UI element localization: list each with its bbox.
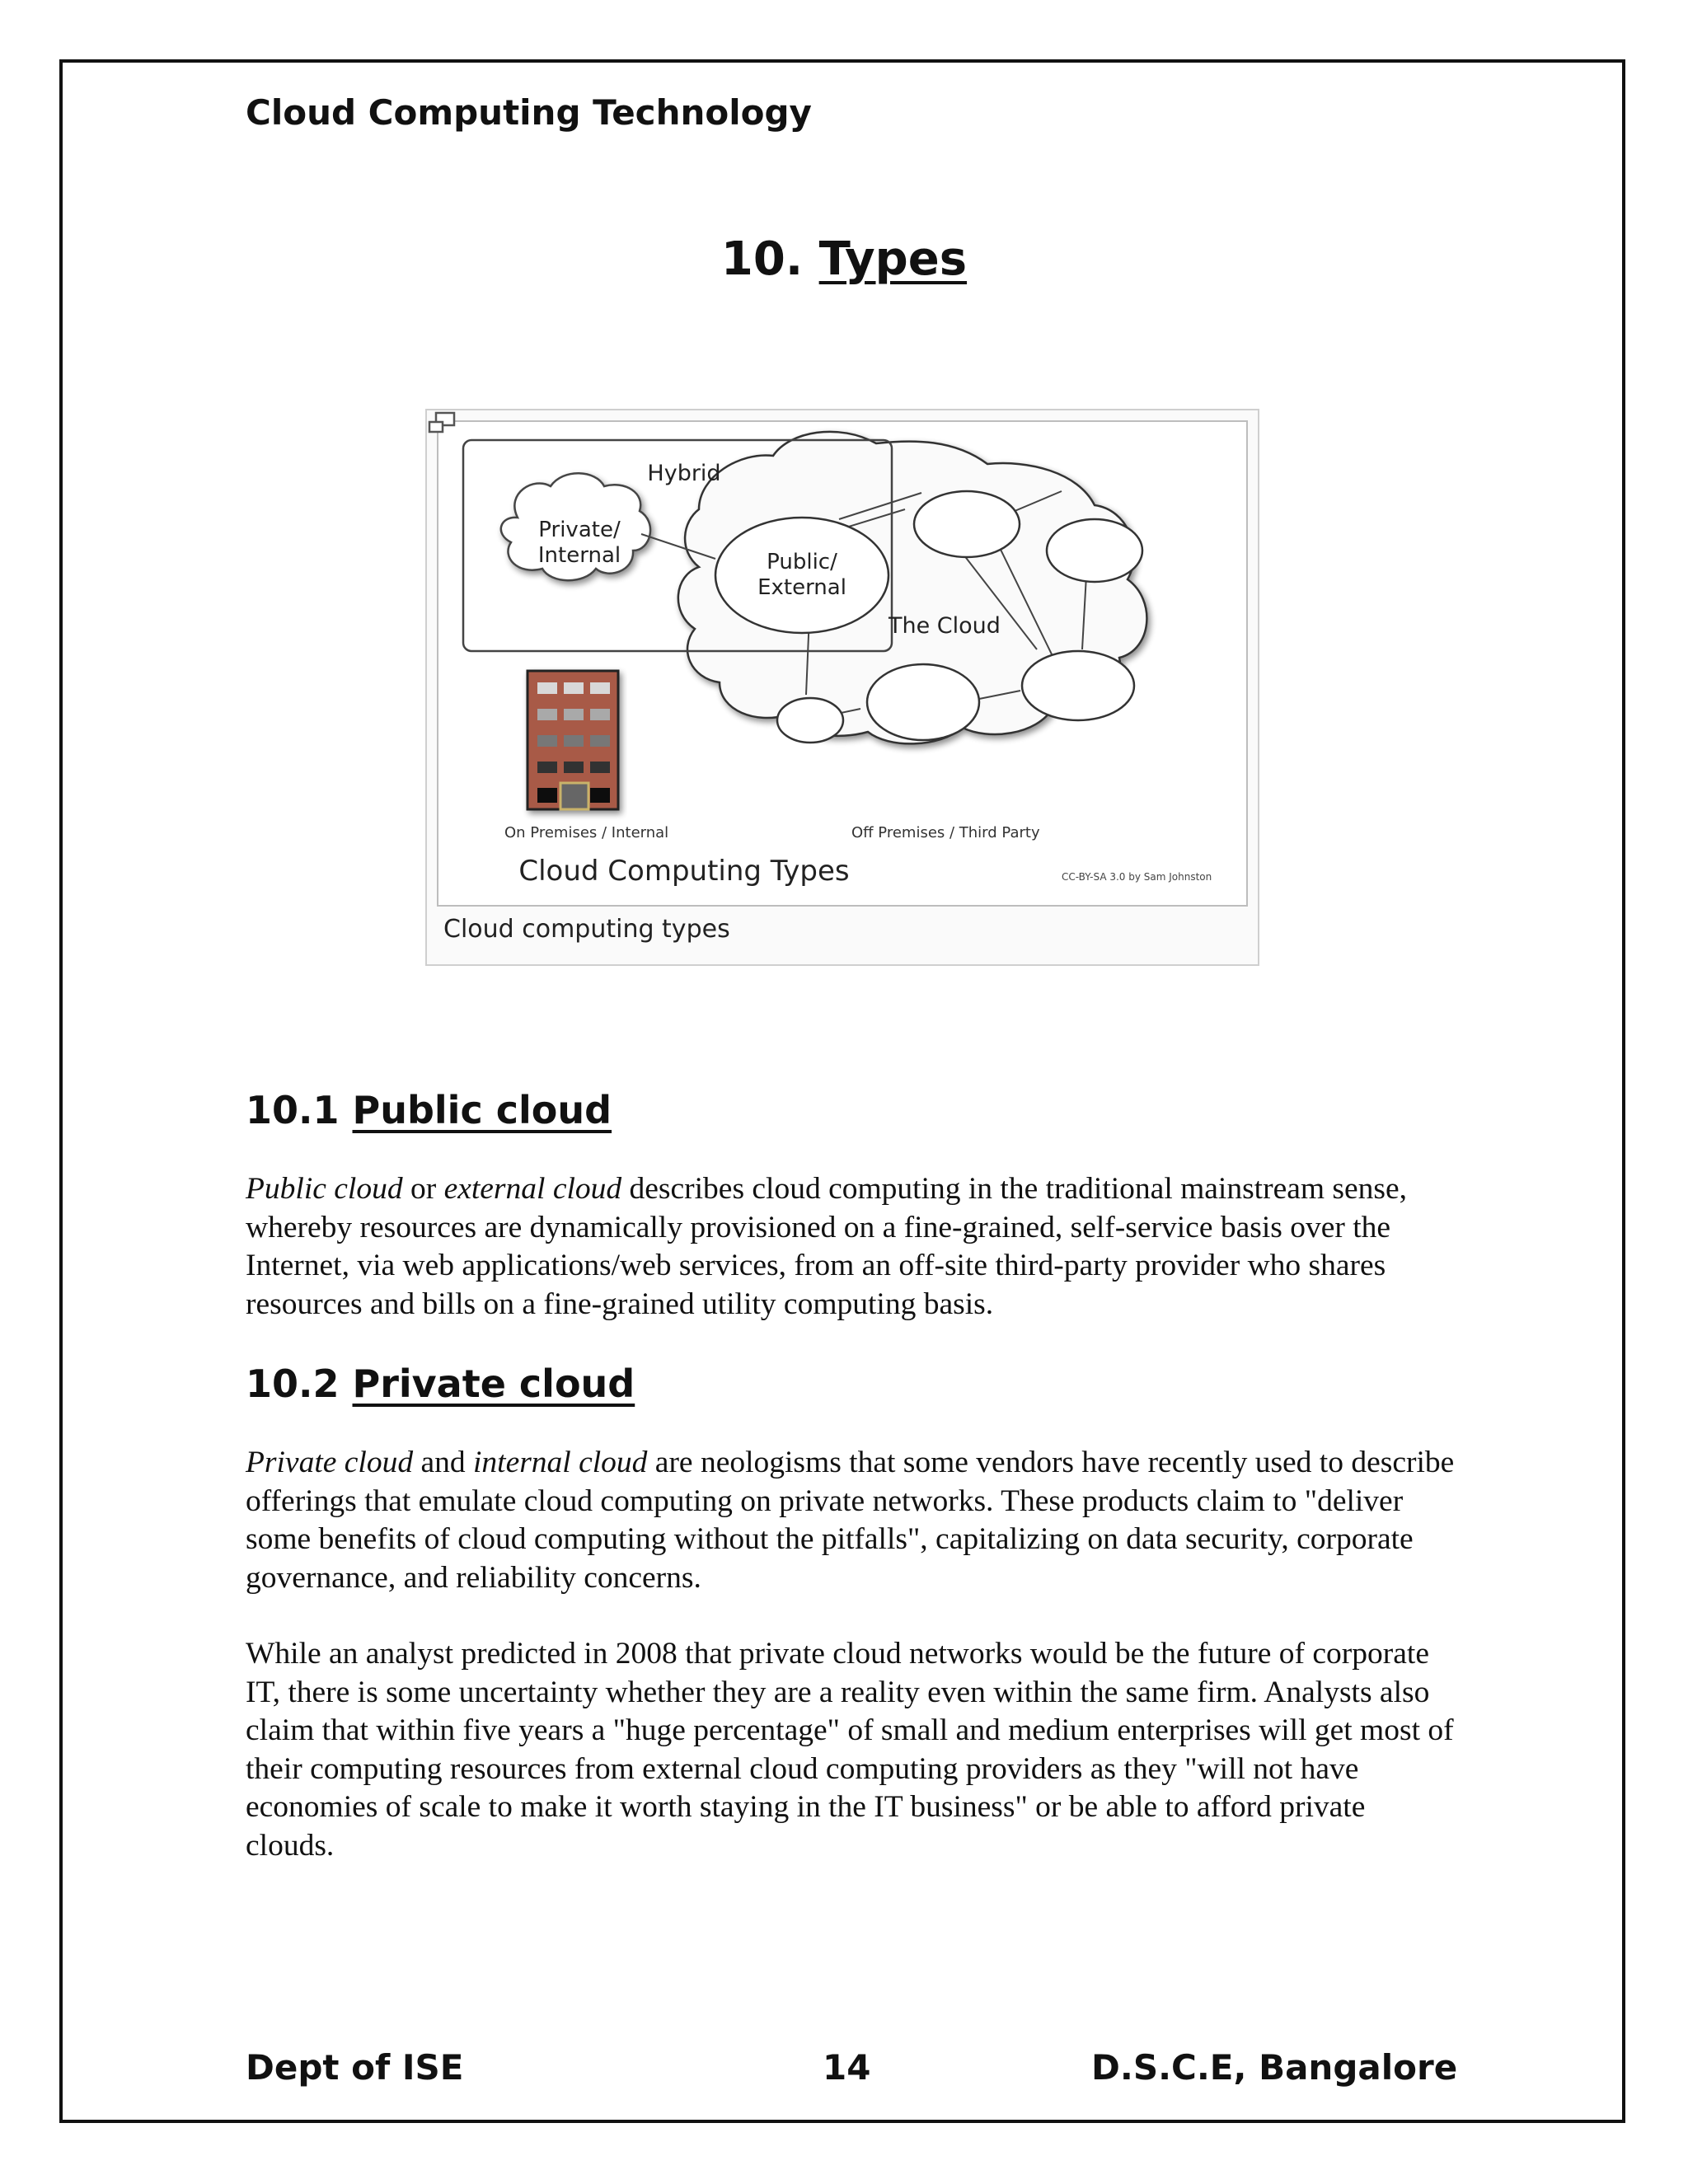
term-private-cloud: Private cloud [246, 1446, 414, 1479]
cloud-node [914, 491, 1020, 557]
section-heading-private-cloud [246, 1361, 635, 1406]
section-heading-public-cloud [246, 1088, 612, 1132]
section-title: Private cloud [352, 1361, 635, 1406]
term-external-cloud: external cloud [443, 1172, 622, 1206]
paragraph-private-cloud [246, 1444, 1457, 1597]
footer-department: Dept of ISE [246, 2047, 464, 2088]
public-label-line2: External [757, 575, 846, 600]
term-internal-cloud: internal cloud [472, 1446, 648, 1479]
paragraph-body: are neologisms that some vendors have recently used to describe offerings that emulate cloud computing on private networks. These products claim to "deliver some benefits of cloud computing without the pitfalls", capitalizing on data security, corporate governance, and reliability concerns. [246, 1446, 1455, 1595]
off-premises-label: Off Premises / Third Party [851, 824, 1040, 841]
paragraph-analyst-prediction: While an analyst predicted in 2008 that private cloud networks would be the future of corporate IT, there is some uncertainty whether they are a reality even within the same firm. Analysts also claim that within five years a "huge percentage" of small and medium enterprises will get most of their computing resources from external cloud computing providers as they "will not have economies of scale to make it worth staying in the IT business" or be able to afford private clouds. [246, 1637, 1454, 1863]
cloud-node [867, 664, 979, 740]
on-premises-label: On Premises / Internal [504, 824, 669, 841]
paragraph-public-cloud [246, 1170, 1457, 1324]
figure-credit: CC-BY-SA 3.0 by Sam Johnston [1062, 871, 1212, 883]
section-number: 10.2 [246, 1361, 340, 1406]
footer-page-number: 14 [823, 2047, 871, 2088]
the-cloud-label: The Cloud [889, 613, 1001, 639]
section-title: Public cloud [352, 1088, 612, 1132]
joiner: or [402, 1172, 444, 1206]
chapter-title-text: Types [818, 232, 968, 286]
paragraph-body: describes cloud computing in the traditional mainstream sense, whereby resources are dynamically provisioned on a fine-grained, self-service basis over the Internet, via web applications/web services, from an off-site third-party provider who shares resources and bills on a fine-grained utility computing basis. [246, 1172, 1408, 1321]
joiner: and [413, 1446, 473, 1479]
chapter-number: 10. [720, 232, 804, 286]
section-number: 10.1 [246, 1088, 340, 1132]
cloud-types-figure [425, 409, 1259, 966]
public-label-line1: Public/ [767, 550, 837, 574]
figure-title: Cloud Computing Types [518, 855, 850, 888]
cloud-node [1022, 651, 1134, 720]
figure-caption: Cloud computing types [443, 915, 730, 944]
term-public-cloud: Public cloud [246, 1172, 403, 1206]
private-label-line1: Private/ [538, 518, 621, 542]
building-icon [528, 671, 618, 809]
cloud-node [777, 698, 843, 743]
cloud-node [1047, 519, 1142, 582]
chapter-title [0, 232, 1688, 286]
cloud-types-diagram [427, 410, 1258, 964]
running-header: Cloud Computing Technology [246, 92, 812, 133]
footer-institution: D.S.C.E, Bangalore [1091, 2047, 1458, 2088]
enlarge-icon[interactable] [427, 410, 457, 435]
private-label-line2: Internal [537, 543, 621, 568]
hybrid-label: Hybrid [647, 461, 721, 486]
